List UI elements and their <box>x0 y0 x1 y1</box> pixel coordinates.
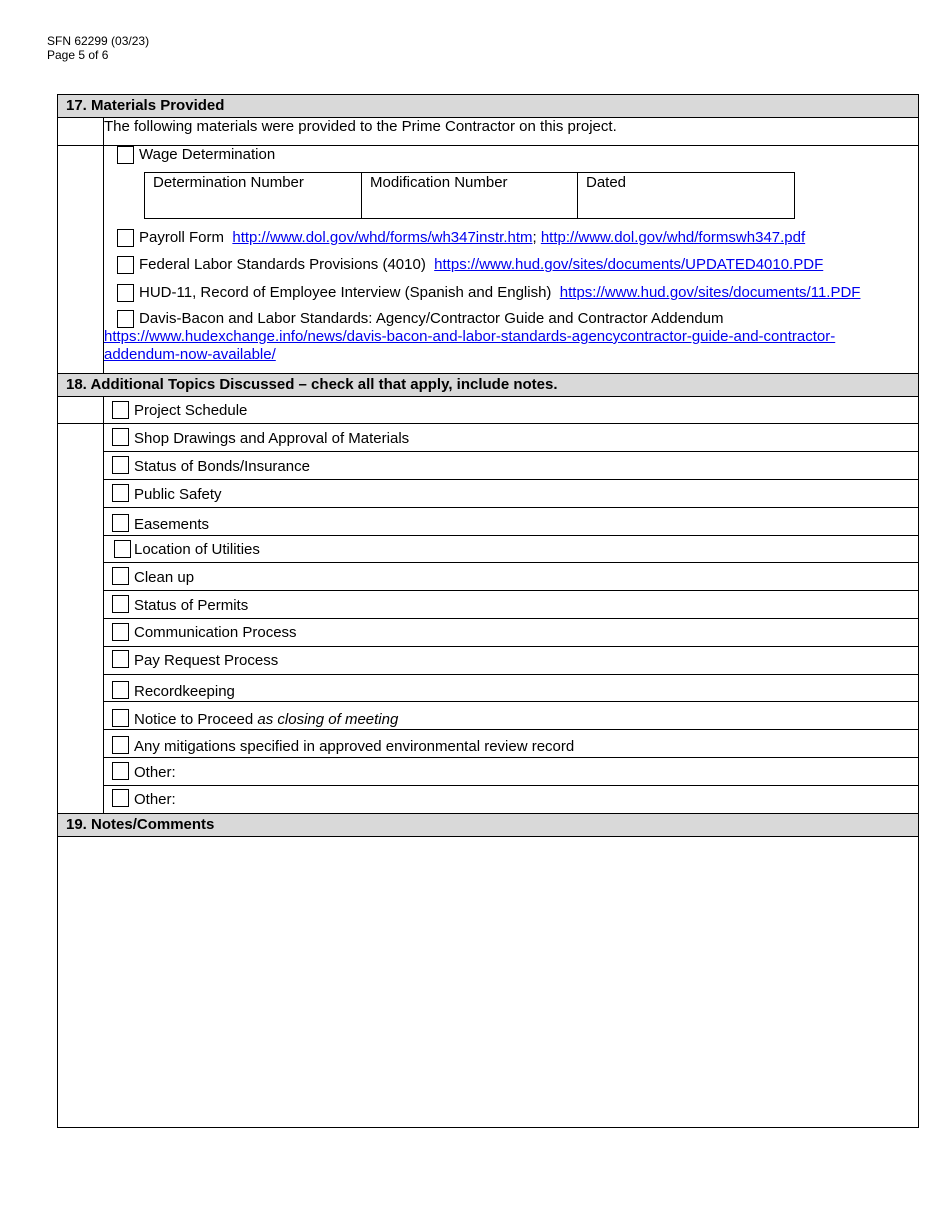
section-17-intro: The following materials were provided to the Prime Contractor on this project. <box>104 118 617 135</box>
topic-label: Status of Permits <box>134 597 249 614</box>
topic-checkbox-notice-to-proceed[interactable] <box>112 709 129 727</box>
topic-label: Easements <box>134 516 210 533</box>
hud11-label: HUD-11, Record of Employee Interview (Spanish and English) <box>139 284 552 301</box>
topic-checkbox-public-safety[interactable] <box>112 484 129 502</box>
topic-label: Pay Request Process <box>134 652 279 669</box>
dated-label: Dated <box>586 174 627 191</box>
davis-bacon-link-block <box>104 328 835 364</box>
divider <box>104 479 919 480</box>
wage-determination-checkbox[interactable] <box>117 146 134 164</box>
topic-checkbox-recordkeeping[interactable] <box>112 681 129 699</box>
wh347instr-link[interactable]: http://www.dol.gov/whd/forms/wh347instr.htm <box>232 229 533 246</box>
divider <box>104 423 919 424</box>
hudexchange-link[interactable] <box>104 328 835 363</box>
divider <box>104 562 919 563</box>
section-18-title: 18. Additional Topics Discussed – check all that apply, include notes. <box>66 376 558 393</box>
form-header <box>47 34 149 62</box>
topic-checkbox-bonds-insurance[interactable] <box>112 456 129 474</box>
topic-label-notice <box>134 711 398 728</box>
dated-input[interactable] <box>578 196 794 218</box>
divider <box>57 423 104 424</box>
topic-checkbox-permits[interactable] <box>112 595 129 613</box>
divider <box>104 618 919 619</box>
hudexchange-link-line1: https://www.hudexchange.info/news/davis-bacon-and-labor-standards-agencycontractor-guide-and-contractor- <box>104 328 836 345</box>
topic-checkbox-mitigations[interactable] <box>112 736 129 754</box>
notes-comments-field[interactable] <box>57 836 919 1128</box>
topic-label: Public Safety <box>134 486 222 503</box>
topic-label: Clean up <box>134 569 195 586</box>
divider <box>104 674 919 675</box>
section-17-header <box>57 94 919 118</box>
hud11-checkbox[interactable] <box>117 284 134 302</box>
topic-label: Other: <box>134 764 176 781</box>
link-separator: ; <box>532 229 537 246</box>
topic-checkbox-other-1[interactable] <box>112 762 129 780</box>
section-18-divider <box>103 396 104 814</box>
divider <box>104 757 919 758</box>
section-17-title: 17. Materials Provided <box>66 97 225 114</box>
modification-number-label: Modification Number <box>370 174 508 191</box>
divider <box>104 507 919 508</box>
divider <box>104 729 919 730</box>
federal-labor-checkbox[interactable] <box>117 256 134 274</box>
topic-label: Any mitigations specified in approved environmental review record <box>134 738 575 755</box>
wage-determination-label: Wage Determination <box>139 146 276 163</box>
topic-label: Notice to Proceed <box>134 711 254 728</box>
davis-bacon-label: Davis-Bacon and Labor Standards: Agency/Contractor Guide and Contractor Addendum <box>139 310 724 327</box>
divider <box>104 646 919 647</box>
divider <box>104 451 919 452</box>
topic-checkbox-pay-request[interactable] <box>112 650 129 668</box>
hudexchange-link-line2: addendum-now-available/ <box>104 346 276 363</box>
hud11-link[interactable]: https://www.hud.gov/sites/documents/11.PDF <box>559 284 861 301</box>
divider <box>104 785 919 786</box>
payroll-form-row <box>139 229 805 246</box>
topic-checkbox-project-schedule[interactable] <box>112 401 129 419</box>
topic-label: Other: <box>134 791 176 808</box>
topic-checkbox-communication[interactable] <box>112 623 129 641</box>
topic-label: Shop Drawings and Approval of Materials <box>134 430 410 447</box>
davis-bacon-checkbox[interactable] <box>117 310 134 328</box>
topic-label: Location of Utilities <box>134 541 260 558</box>
page-number: Page 5 of 6 <box>47 48 109 62</box>
topic-label: Recordkeeping <box>134 683 235 700</box>
section-18-header <box>57 373 919 397</box>
federal-labor-row <box>139 256 823 273</box>
divider <box>104 590 919 591</box>
hud11-row <box>139 284 860 301</box>
hud-4010-link[interactable]: https://www.hud.gov/sites/documents/UPDATED4010.PDF <box>434 256 824 273</box>
topic-checkbox-other-2[interactable] <box>112 789 129 807</box>
topic-checkbox-shop-drawings[interactable] <box>112 428 129 446</box>
topic-label: Status of Bonds/Insurance <box>134 458 310 475</box>
wh347-pdf-link[interactable]: http://www.dol.gov/whd/formswh347.pdf <box>540 229 806 246</box>
determination-number-input[interactable] <box>145 196 360 218</box>
payroll-form-label: Payroll Form <box>139 229 225 246</box>
topic-label: Communication Process <box>134 624 297 641</box>
determination-number-label: Determination Number <box>153 174 304 191</box>
topic-checkbox-location-utilities[interactable] <box>114 540 131 558</box>
topic-label: Project Schedule <box>134 402 248 419</box>
topic-checkbox-clean-up[interactable] <box>112 567 129 585</box>
topic-checkbox-easements[interactable] <box>112 514 129 532</box>
federal-labor-label: Federal Labor Standards Provisions (4010) <box>139 256 426 273</box>
form-id: SFN 62299 (03/23) <box>47 34 150 48</box>
payroll-form-checkbox[interactable] <box>117 229 134 247</box>
modification-number-input[interactable] <box>362 196 576 218</box>
divider <box>104 535 919 536</box>
notice-suffix: as closing of meeting <box>257 711 399 728</box>
section-19-title: 19. Notes/Comments <box>66 816 215 833</box>
divider <box>104 701 919 702</box>
section-19-header <box>57 813 919 837</box>
